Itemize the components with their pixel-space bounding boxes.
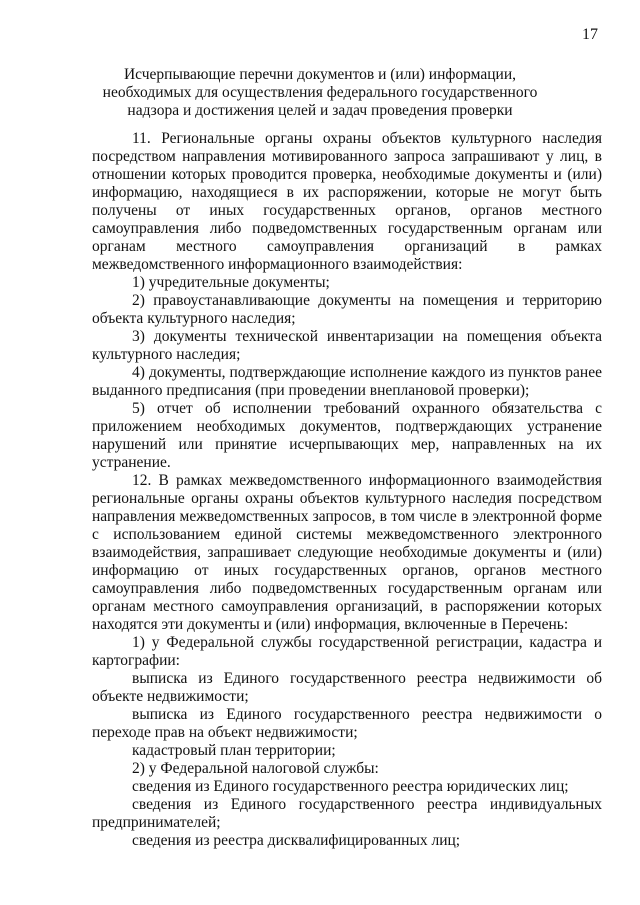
section-heading <box>95 66 545 120</box>
heading-line: надзора и достижения целей и задач проведения проверки <box>127 102 513 119</box>
heading-line: необходимых для осуществления федерального государственного <box>102 84 538 101</box>
list-item: выписка из Единого государственного реестра недвижимости об объекте недвижимости; <box>92 670 602 705</box>
list-item: кадастровый план территории; <box>132 742 336 759</box>
list-item: 1) у Федеральной службы государственной регистрации, кадастра и картографии: <box>92 634 602 669</box>
page-number: 17 <box>582 26 598 43</box>
list-item: 2) правоустанавливающие документы на помещения и территорию объекта культурного наследия; <box>92 292 602 327</box>
list-item: выписка из Единого государственного реестра недвижимости о переходе прав на объект недвижимости; <box>92 706 602 741</box>
heading-line: Исчерпывающие перечни документов и (или) информации, <box>123 66 517 83</box>
list-item: сведения из Единого государственного реестра юридических лиц; <box>132 778 569 795</box>
list-item: 3) документы технической инвентаризации на помещения объекта культурного наследия; <box>92 328 602 363</box>
list-item: сведения из Единого государственного реестра индивидуальных предпринимателей; <box>92 796 602 831</box>
document-body <box>92 130 602 850</box>
list-item: 5) отчет об исполнении требований охранного обязательства с приложением необходимых документов, подтверждающих устранение нарушений или принятие исчерпывающих мер, направленных на их устранение. <box>92 400 602 471</box>
list-item: 2) у Федеральной налоговой службы: <box>132 760 379 777</box>
paragraph-item-12: 12. В рамках межведомственного информационного взаимодействия региональные органы охраны объектов культурного наследия посредством направления межведомственных запросов, в том числе в электронной форме с использованием единой системы межведомственного электронного взаимодействия, запрашивает следующие необходимые документы и (или) информацию от иных государственных органов, органов местного самоуправления либо подведомственных государственным органам или органам местного самоуправления организаций, в распоряжении которых находятся эти документы и (или) информация, включенные в Перечень: <box>92 472 602 633</box>
paragraph-item-11: 11. Региональные органы охраны объектов культурного наследия посредством направления мотивированного запроса запрашивают у лиц, в отношении которых проводится проверка, необходимые документы и (или) информацию, находящиеся в их распоряжении, которые не могут быть получены от иных государственных органов, органов местного самоуправления либо подведомственных государственным органам или органам местного самоуправления организаций в рамках межведомственного информационного взаимодействия: <box>92 130 602 273</box>
list-item: 4) документы, подтверждающие исполнение каждого из пунктов ранее выданного предписания (при проведении внеплановой проверки); <box>92 364 602 399</box>
list-item: 1) учредительные документы; <box>132 274 330 291</box>
list-item: сведения из реестра дисквалифицированных лиц; <box>132 832 461 849</box>
